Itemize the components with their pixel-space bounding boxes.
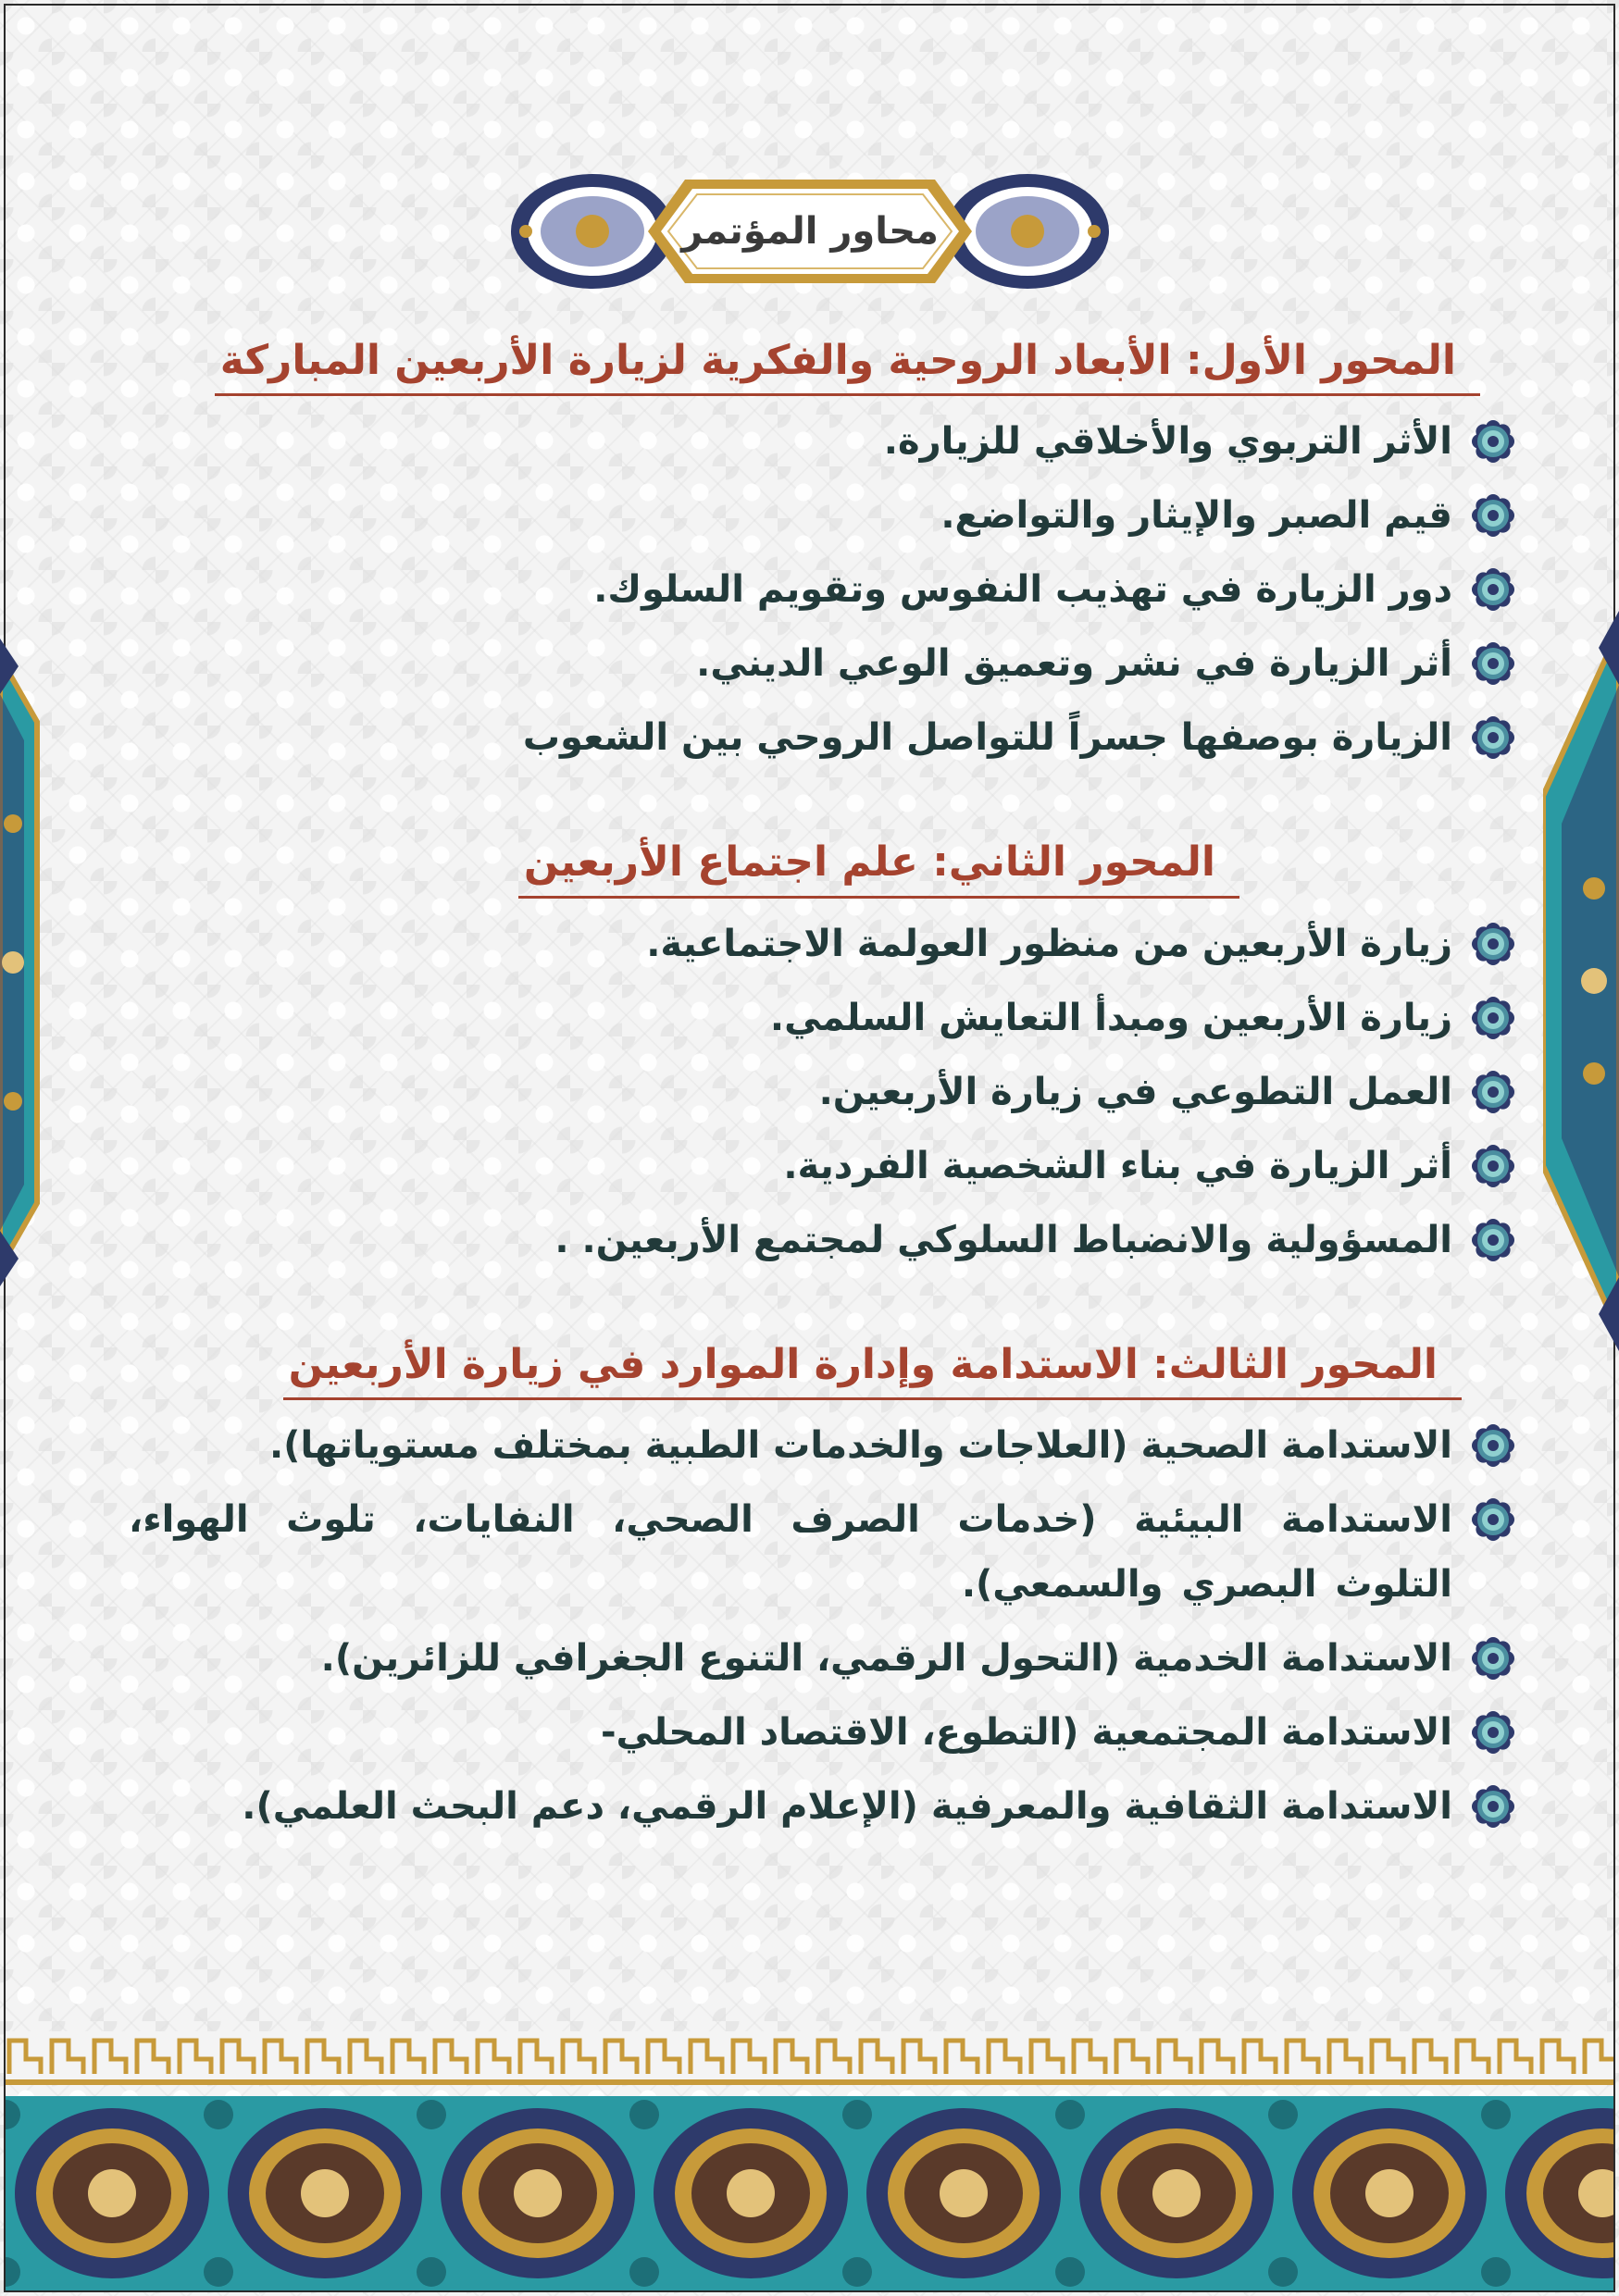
page-title: محاور المؤتمر bbox=[681, 210, 939, 253]
rosette-bullet-icon bbox=[1469, 1774, 1517, 1828]
rosette-bullet-icon bbox=[1469, 483, 1517, 537]
item-text: الاستدامة الصحية (العلاجات والخدمات الطبية بمختلف مستوياتها). bbox=[268, 1424, 1452, 1468]
item-text: الاستدامة الثقافية والمعرفية (الإعلام الرقمي، دعم البحث العلمي). bbox=[242, 1785, 1452, 1829]
right-side-ornament bbox=[1543, 611, 1619, 1351]
item-text: الزيارة بوصفها جسراً للتواصل الروحي بين الشعوب bbox=[522, 716, 1452, 760]
tile-band-ornament bbox=[6, 2096, 1613, 2290]
conference-axes-content bbox=[110, 333, 1517, 1883]
item-text: الاستدامة المجتمعية (التطوع، الاقتصاد المحلي- bbox=[600, 1711, 1452, 1755]
list-item bbox=[110, 557, 1517, 622]
rosette-bullet-icon bbox=[1469, 1700, 1517, 1754]
rosette-bullet-icon bbox=[1469, 1626, 1517, 1680]
list-item bbox=[110, 1060, 1517, 1124]
rosette-bullet-icon bbox=[1469, 1134, 1517, 1187]
rosette-bullet-icon bbox=[1469, 631, 1517, 685]
rosette-bullet-icon bbox=[1469, 1060, 1517, 1113]
section-axis-3 bbox=[110, 1337, 1517, 1839]
list-item bbox=[110, 912, 1517, 976]
item-text: العمل التطوعي في زيارة الأربعين. bbox=[818, 1070, 1452, 1113]
section-axis-2 bbox=[110, 835, 1517, 1272]
item-text: أثر الزيارة في بناء الشخصية الفردية. bbox=[783, 1144, 1452, 1187]
rosette-bullet-icon bbox=[1469, 557, 1517, 611]
header-badge bbox=[509, 167, 1111, 296]
list-item bbox=[110, 705, 1517, 770]
item-text: زيارة الأربعين ومبدأ التعايش السلمي. bbox=[769, 996, 1452, 1039]
rosette-bullet-icon bbox=[1469, 705, 1517, 759]
rosette-bullet-icon bbox=[1469, 986, 1517, 1039]
kufic-band-ornament bbox=[6, 2031, 1613, 2085]
item-text: الأثر التربوي والأخلاقي للزيارة. bbox=[883, 420, 1452, 464]
rosette-bullet-icon bbox=[1469, 1487, 1517, 1541]
item-text: الاستدامة الخدمية (التحول الرقمي، التنوع الجغرافي للزائرين). bbox=[320, 1637, 1452, 1681]
list-item bbox=[110, 631, 1517, 696]
list-item bbox=[110, 1487, 1517, 1617]
list-item bbox=[110, 1413, 1517, 1478]
section-title: المحور الثالث: الاستدامة وإدارة الموارد في زيارة الأربعين bbox=[283, 1337, 1462, 1400]
list-item bbox=[110, 483, 1517, 548]
rosette-bullet-icon bbox=[1469, 1413, 1517, 1467]
item-text: دور الزيارة في تهذيب النفوس وتقويم السلوك. bbox=[593, 568, 1452, 612]
list-item bbox=[110, 409, 1517, 474]
list-item bbox=[110, 1626, 1517, 1691]
list-item bbox=[110, 1208, 1517, 1272]
item-text: زيارة الأربعين من منظور العولمة الاجتماعية. bbox=[646, 922, 1452, 965]
list-item bbox=[110, 1774, 1517, 1839]
rosette-bullet-icon bbox=[1469, 1208, 1517, 1261]
section-title: المحور الثاني: علم اجتماع الأربعين bbox=[518, 835, 1239, 898]
item-text: قيم الصبر والإيثار والتواضع. bbox=[940, 494, 1452, 538]
rosette-bullet-icon bbox=[1469, 912, 1517, 965]
section-axis-1 bbox=[110, 333, 1517, 770]
list-item bbox=[110, 1134, 1517, 1198]
list-item bbox=[110, 1700, 1517, 1765]
rosette-bullet-icon bbox=[1469, 409, 1517, 463]
item-text: أثر الزيارة في نشر وتعميق الوعي الديني. bbox=[696, 642, 1452, 686]
list-item bbox=[110, 986, 1517, 1050]
section-title: المحور الأول: الأبعاد الروحية والفكرية لزيارة الأربعين المباركة bbox=[215, 333, 1480, 396]
left-side-ornament bbox=[0, 639, 74, 1286]
item-text: المسؤولية والانضباط السلوكي لمجتمع الأربعين. . bbox=[554, 1218, 1452, 1261]
item-text: الاستدامة البيئية (خدمات الصرف الصحي، النفايات، تلوث الهواء، التلوث البصري والسمعي). bbox=[129, 1498, 1452, 1607]
